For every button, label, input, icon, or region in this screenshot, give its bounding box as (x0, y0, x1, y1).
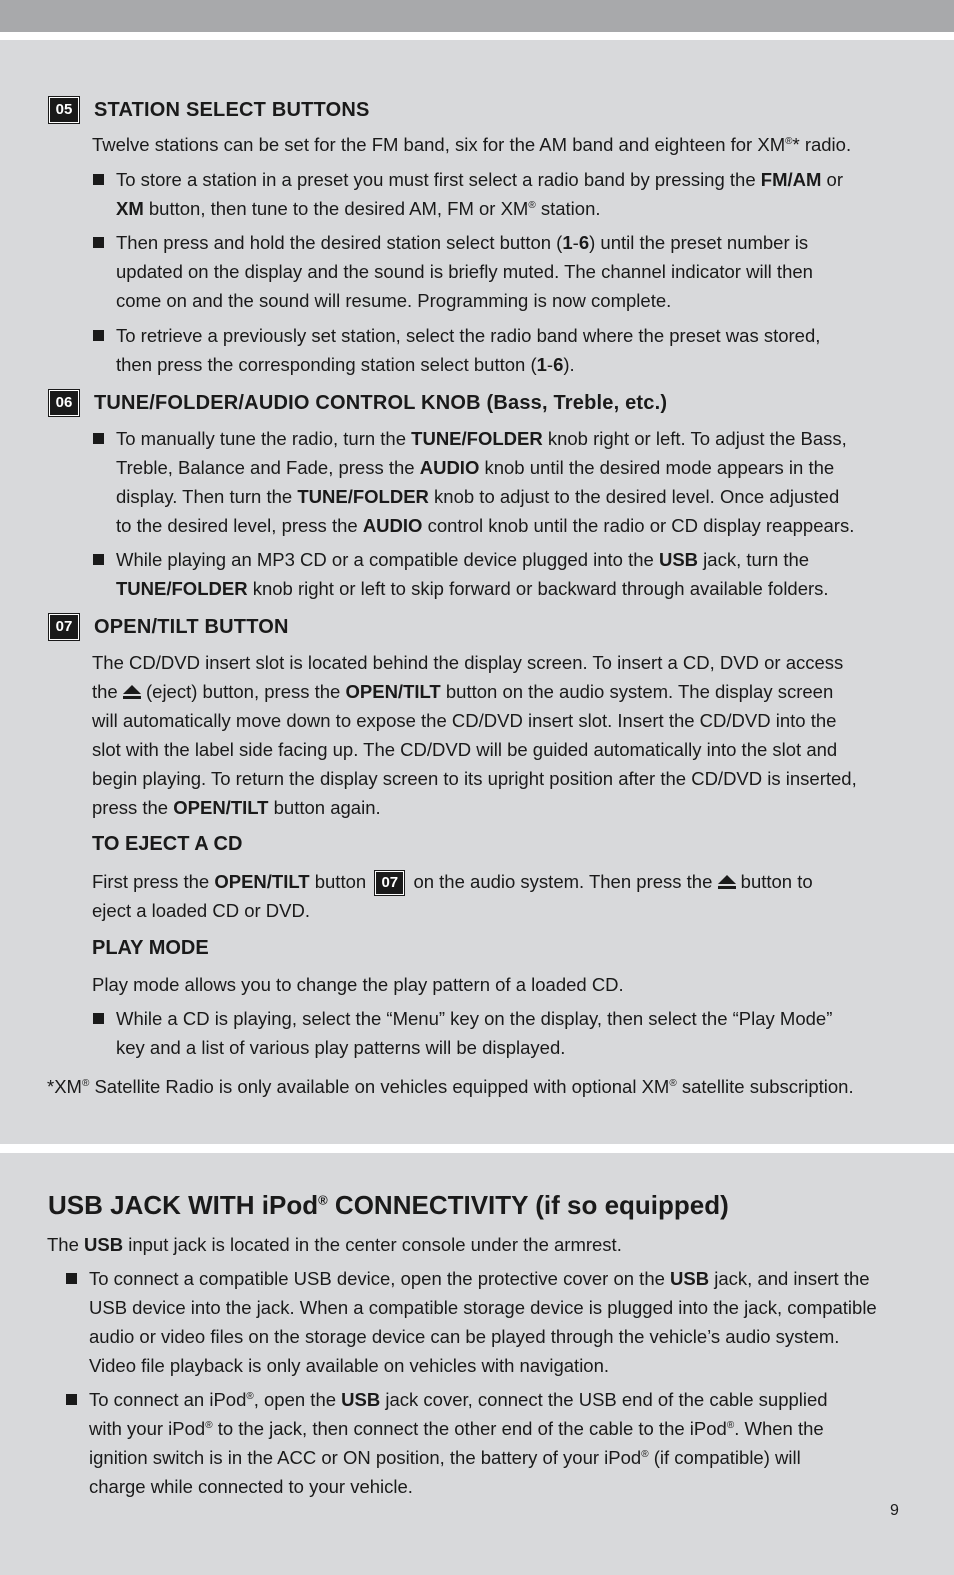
text: First press the (92, 871, 215, 892)
text: To retrieve a previously set station, select the radio band where the preset was stored, (116, 325, 821, 346)
registered-mark: ® (318, 1192, 328, 1208)
text: button to (735, 871, 813, 892)
text: , open the (253, 1389, 342, 1410)
section-07-paragraph (92, 648, 857, 822)
square-bullet-icon (66, 1394, 77, 1405)
registered-mark: ® (528, 199, 536, 211)
audio-label: AUDIO (362, 515, 423, 536)
text: audio or video files on the storage device can be played through the vehicle’s audio system. (89, 1326, 840, 1347)
text: USB device into the jack. When a compatible storage device is plugged into the jack, compatible (89, 1297, 877, 1318)
text: button, then tune to the desired AM, FM or XM (143, 198, 529, 219)
text: To store a station in a preset you must first select a radio band by pressing the (116, 169, 761, 190)
text: press the (92, 797, 174, 818)
registered-mark: ® (726, 1419, 735, 1431)
section-number-badge: 05 (49, 97, 79, 123)
text: - (572, 232, 579, 253)
section-05-intro (92, 130, 851, 159)
text: will automatically move down to expose the CD/DVD insert slot. Insert the CD/DVD into the (92, 710, 837, 731)
text: begin playing. To return the display screen to its upright position after the CD/DVD is inserted, (92, 768, 857, 789)
text: *XM (47, 1076, 82, 1097)
text: slot with the label side facing up. The CD/DVD will be guided automatically into the slot and (92, 739, 838, 760)
inline-number-badge: 07 (375, 871, 404, 895)
text: button again. (268, 797, 381, 818)
section-07-header (49, 614, 289, 640)
text: 1 (562, 232, 573, 253)
text: key and a list of various play patterns will be displayed. (116, 1037, 566, 1058)
text: The CD/DVD insert slot is located behind the display screen. To insert a CD, DVD or access (92, 652, 844, 673)
usb-label: USB (670, 1268, 710, 1289)
text: with your iPod (89, 1418, 206, 1439)
text: ignition switch is in the ACC or ON position, the battery of your iPod (89, 1447, 642, 1468)
registered-mark: ® (246, 1390, 254, 1402)
bullet-item (116, 228, 813, 315)
tune-folder-label: TUNE/FOLDER (411, 428, 543, 449)
text: USB JACK WITH iPod (48, 1190, 319, 1220)
text: knob right or left to skip forward or backward through available folders. (247, 578, 829, 599)
bullet-item (116, 165, 843, 223)
eject-paragraph (92, 867, 813, 925)
section-number-badge: 06 (49, 390, 79, 416)
text: charge while connected to your vehicle. (89, 1476, 413, 1497)
square-bullet-icon (93, 1013, 104, 1024)
section-06-header (49, 390, 667, 416)
text: control knob until the radio or CD display reappears. (422, 515, 855, 536)
open-tilt-label: OPEN/TILT (214, 871, 310, 892)
square-bullet-icon (93, 237, 104, 248)
text: While a CD is playing, select the “Menu” key on the display, then select the “Play Mode” (116, 1008, 833, 1029)
text: CONNECTIVITY (if so equipped) (327, 1190, 729, 1220)
bullet-item (116, 545, 829, 603)
text: Treble, Balance and Fade, press the (116, 457, 420, 478)
text: the (92, 681, 123, 702)
square-bullet-icon (93, 554, 104, 565)
eject-icon (718, 875, 736, 889)
text: Twelve stations can be set for the FM band, six for the AM band and eighteen for XM (92, 134, 786, 155)
top-band (0, 0, 954, 32)
text: jack cover, connect the USB end of the cable supplied (380, 1389, 828, 1410)
footnote (47, 1072, 854, 1101)
bullet-item (89, 1385, 828, 1501)
bullet-item (116, 424, 854, 540)
usb-section-title (48, 1190, 729, 1221)
text: updated on the display and the sound is briefly muted. The channel indicator will then (116, 261, 813, 282)
text: satellite subscription. (676, 1076, 854, 1097)
text: knob right or left. To adjust the Bass, (542, 428, 847, 449)
text: jack, turn the (698, 549, 810, 570)
text: While playing an MP3 CD or a compatible device plugged into the (116, 549, 659, 570)
xm-label: XM (116, 198, 144, 219)
usb-label: USB (84, 1234, 124, 1255)
text: on the audio system. Then press the (413, 871, 718, 892)
text: jack, and insert the (709, 1268, 870, 1289)
section-title: TUNE/FOLDER/AUDIO CONTROL KNOB (Bass, Treble, etc.) (94, 391, 668, 414)
section-05-header (49, 97, 370, 123)
text: station. (535, 198, 601, 219)
square-bullet-icon (93, 330, 104, 341)
text: 6 (578, 232, 590, 253)
usb-label: USB (658, 549, 699, 570)
text: input jack is located in the center console under the armrest. (123, 1234, 622, 1255)
text: come on and the sound will resume. Programming is now complete. (116, 290, 672, 311)
text: display. Then turn the (116, 486, 298, 507)
play-mode-intro: Play mode allows you to change the play pattern of a loaded CD. (92, 974, 624, 995)
section-number-badge: 07 (49, 614, 79, 640)
subheading-play-mode: PLAY MODE (92, 937, 209, 959)
text: The (47, 1234, 85, 1255)
text: Then press and hold the desired station select button ( (116, 232, 563, 253)
text: - (546, 354, 554, 375)
text: * radio. (792, 134, 852, 155)
text: 6 (553, 354, 564, 375)
subheading-eject: TO EJECT A CD (92, 833, 243, 855)
eject-icon (123, 685, 141, 699)
registered-mark: ® (205, 1419, 213, 1431)
registered-mark: ® (669, 1077, 677, 1089)
square-bullet-icon (66, 1273, 77, 1284)
text: to the jack, then connect the other end of the cable to the iPod (212, 1418, 727, 1439)
fm-am-label: FM/AM (760, 169, 822, 190)
text: To connect an iPod (89, 1389, 247, 1410)
text: button (309, 871, 367, 892)
tune-folder-label: TUNE/FOLDER (297, 486, 429, 507)
registered-mark: ® (785, 135, 793, 147)
text: knob to adjust to the desired level. Once adjusted (428, 486, 840, 507)
bullet-item (89, 1264, 877, 1380)
registered-mark: ® (81, 1077, 90, 1089)
text: (eject) button, press the (140, 681, 346, 702)
text: knob until the desired mode appears in the (479, 457, 835, 478)
text: To connect a compatible USB device, open the protective cover on the (89, 1268, 671, 1289)
usb-label: USB (341, 1389, 381, 1410)
bullet-item (116, 1004, 832, 1062)
square-bullet-icon (93, 174, 104, 185)
registered-mark: ® (641, 1448, 649, 1460)
text: Video file playback is only available on vehicles with navigation. (89, 1355, 610, 1376)
bullet-item (116, 321, 820, 379)
text: to the desired level, press the (116, 515, 363, 536)
section-title: STATION SELECT BUTTONS (94, 98, 370, 121)
section-title: OPEN/TILT BUTTON (94, 615, 289, 638)
text: (if compatible) will (648, 1447, 801, 1468)
open-tilt-label: OPEN/TILT (173, 797, 269, 818)
square-bullet-icon (93, 433, 104, 444)
text: Satellite Radio is only available on vehicles equipped with optional XM (89, 1076, 670, 1097)
text: button on the audio system. The display screen (440, 681, 834, 702)
text: ). (563, 354, 575, 375)
text: then press the corresponding station select button ( (116, 354, 537, 375)
text: 1 (536, 354, 547, 375)
text: . When the (734, 1418, 824, 1439)
text: ) until the preset number is (589, 232, 809, 253)
text: or (821, 169, 843, 190)
text: To manually tune the radio, turn the (116, 428, 412, 449)
tune-folder-label: TUNE/FOLDER (116, 578, 248, 599)
audio-label: AUDIO (419, 457, 480, 478)
text: eject a loaded CD or DVD. (92, 900, 310, 921)
open-tilt-label: OPEN/TILT (345, 681, 441, 702)
usb-intro (47, 1230, 622, 1259)
page-number: 9 (890, 1502, 899, 1519)
